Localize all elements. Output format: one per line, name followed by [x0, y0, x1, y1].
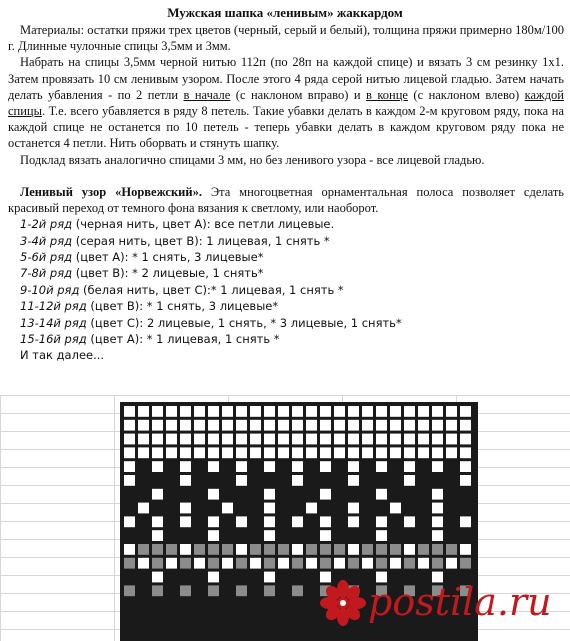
instructions-text: (с наклоном вправо) и	[230, 87, 366, 102]
chart-cell-white	[152, 572, 163, 583]
chart-cell-white	[348, 475, 359, 486]
chart-cell-white	[432, 461, 443, 472]
chart-cell-white	[348, 461, 359, 472]
chart-cell-white	[390, 406, 401, 417]
chart-cell-white	[180, 406, 191, 417]
chart-cell-white	[348, 544, 359, 555]
chart-cell-white	[166, 434, 177, 445]
chart-cell-white	[208, 420, 219, 431]
chart-cell-white	[292, 475, 303, 486]
chart-cell-white	[152, 420, 163, 431]
chart-cell-white	[138, 406, 149, 417]
chart-cell-white	[194, 447, 205, 458]
chart-cell-white	[460, 516, 471, 527]
underlined-at-start: в начале	[183, 87, 231, 102]
chart-cell-white	[138, 447, 149, 458]
chart-cell-white	[166, 406, 177, 417]
chart-cell-white	[138, 503, 149, 514]
chart-cell-white	[236, 544, 247, 555]
chart-cell-white	[418, 558, 429, 569]
chart-cell-white	[278, 447, 289, 458]
chart-cell-white	[222, 406, 233, 417]
chart-cell-white	[362, 558, 373, 569]
chart-cell-white	[432, 530, 443, 541]
chart-cell-white	[306, 447, 317, 458]
chart-cell-white	[292, 406, 303, 417]
underlined-at-end: в конце	[366, 87, 408, 102]
chart-cell-white	[376, 461, 387, 472]
chart-cell-white	[194, 434, 205, 445]
section-intro-text: Эта многоцветная орнаментальная полоса позволяет сделать красивый переход от темного фона вязания к светлому, или наоборот.	[8, 184, 564, 216]
chart-cell-white	[264, 489, 275, 500]
chart-cell-white	[236, 475, 247, 486]
instructions-text: . Т.е. всего убавляется в ряду 8 петель. Такие убавки делать в каждом 2-м круговом ряду, пока на каждой спице не останется по 10 петель - теперь убавки делать в каждом круговом ряду пока не останется 4 петли. Нить оборвать и стянуть шапку.	[8, 104, 564, 151]
chart-cell-white	[180, 516, 191, 527]
chart-cell-white	[208, 516, 219, 527]
chart-cell-white	[320, 420, 331, 431]
pattern-row	[20, 282, 564, 298]
row-text: (черная нить, цвет А): все петли лицевые.	[72, 217, 335, 232]
chart-cell-white	[264, 572, 275, 583]
section-title: Ленивый узор «Норвежский».	[20, 184, 202, 199]
chart-cell-white	[404, 447, 415, 458]
chart-cell-white	[348, 420, 359, 431]
chart-cell-white	[278, 406, 289, 417]
chart-cell-white	[376, 489, 387, 500]
chart-cell-white	[292, 434, 303, 445]
chart-cell-white	[264, 420, 275, 431]
chart-cell-white	[292, 461, 303, 472]
chart-cell-white	[460, 544, 471, 555]
chart-cell-white	[348, 503, 359, 514]
chart-cell-gray	[180, 585, 191, 596]
pattern-row	[20, 347, 564, 363]
chart-cell-white	[292, 420, 303, 431]
chart-cell-gray	[432, 558, 443, 569]
chart-cell-gray	[208, 544, 219, 555]
chart-cell-white	[264, 461, 275, 472]
row-text: (цвет А): * 1 лицевая, 1 снять *	[86, 332, 280, 347]
chart-cell-white	[124, 461, 135, 472]
row-number: 11-12й ряд	[20, 299, 87, 314]
row-number: 5-6й ряд	[20, 250, 73, 265]
chart-cell-white	[124, 406, 135, 417]
chart-cell-white	[306, 503, 317, 514]
watermark-text: postila.ru	[368, 580, 552, 624]
chart-cell-gray	[138, 544, 149, 555]
chart-cell-white	[264, 503, 275, 514]
chart-cell-white	[432, 503, 443, 514]
instructions-text: Набрать на спицы 3,5мм черной нитью 112п (по 28п на каждой спице) и вязать 3 см резинку 1х1. Затем провязать 10 см ленивым узором. После этого 4 ряда серой нитью лицевой гладью. Затем начать делать убавления - по 2 петли	[8, 55, 564, 102]
chart-cell-gray	[236, 585, 247, 596]
row-text: (серая нить, цвет В): 1 лицевая, 1 снять *	[72, 233, 330, 248]
chart-cell-white	[124, 420, 135, 431]
chart-cell-white	[124, 447, 135, 458]
pattern-row	[20, 249, 564, 265]
chart-cell-white	[264, 530, 275, 541]
chart-cell-white	[320, 447, 331, 458]
chart-cell-white	[362, 420, 373, 431]
chart-cell-white	[362, 447, 373, 458]
chart-cell-white	[194, 420, 205, 431]
chart-cell-white	[180, 447, 191, 458]
spacer	[8, 168, 564, 184]
chart-cell-white	[208, 572, 219, 583]
chart-cell-white	[152, 530, 163, 541]
pattern-row	[20, 315, 564, 331]
pattern-row	[20, 216, 564, 232]
chart-cell-gray	[320, 544, 331, 555]
chart-cell-white	[446, 447, 457, 458]
chart-cell-white	[348, 434, 359, 445]
chart-cell-white	[376, 406, 387, 417]
pattern-row	[20, 298, 564, 314]
pattern-row	[20, 265, 564, 281]
chart-cell-white	[348, 516, 359, 527]
chart-cell-white	[334, 558, 345, 569]
chart-cell-white	[180, 434, 191, 445]
chart-cell-white	[124, 475, 135, 486]
chart-cell-gray	[264, 585, 275, 596]
chart-cell-white	[446, 558, 457, 569]
chart-cell-white	[376, 516, 387, 527]
chart-cell-white	[236, 434, 247, 445]
chart-cell-white	[362, 434, 373, 445]
row-text: (цвет В): * 2 лицевые, 1 снять*	[72, 266, 264, 281]
chart-cell-white	[180, 461, 191, 472]
chart-cell-white	[180, 503, 191, 514]
chart-cell-white	[124, 516, 135, 527]
chart-cell-gray	[194, 544, 205, 555]
chart-cell-gray	[208, 585, 219, 596]
chart-cell-white	[306, 420, 317, 431]
chart-cell-white	[334, 406, 345, 417]
chart-cell-white	[334, 447, 345, 458]
chart-cell-gray	[306, 544, 317, 555]
chart-cell-gray	[124, 585, 135, 596]
chart-cell-white	[460, 420, 471, 431]
chart-cell-white	[404, 461, 415, 472]
chart-cell-white	[404, 406, 415, 417]
chart-cell-white	[320, 516, 331, 527]
chart-cell-white	[264, 447, 275, 458]
pattern-intro	[8, 184, 564, 216]
chart-cell-gray	[264, 544, 275, 555]
chart-cell-white	[278, 558, 289, 569]
row-number: 7-8й ряд	[20, 266, 73, 281]
chart-cell-white	[390, 503, 401, 514]
chart-cell-gray	[152, 585, 163, 596]
chart-cell-white	[138, 434, 149, 445]
chart-cell-gray	[124, 558, 135, 569]
chart-cell-white	[152, 516, 163, 527]
chart-cell-white	[152, 406, 163, 417]
row-number: 13-14й ряд	[20, 315, 87, 330]
chart-cell-white	[446, 434, 457, 445]
chart-cell-white	[138, 558, 149, 569]
chart-cell-white	[320, 489, 331, 500]
chart-cell-gray	[222, 544, 233, 555]
chart-cell-white	[362, 406, 373, 417]
row-number: 9-10й ряд	[20, 282, 80, 297]
chart-cell-white	[222, 420, 233, 431]
chart-cell-white	[236, 447, 247, 458]
row-text: (белая нить, цвет С):* 1 лицевая, 1 снять *	[79, 282, 344, 297]
chart-cell-white	[460, 434, 471, 445]
chart-cell-white	[432, 516, 443, 527]
chart-cell-white	[222, 434, 233, 445]
chart-cell-white	[306, 434, 317, 445]
chart-cell-white	[208, 447, 219, 458]
chart-cell-white	[348, 447, 359, 458]
chart-cell-white	[376, 530, 387, 541]
chart-cell-white	[404, 544, 415, 555]
lining-paragraph: Подклад вязать аналогично спицами 3 мм, но без ленивого узора - все лицевой гладью.	[20, 152, 485, 167]
chart-cell-white	[264, 406, 275, 417]
chart-cell-white	[264, 434, 275, 445]
flower-logo-icon	[320, 580, 366, 626]
chart-cell-white	[124, 434, 135, 445]
chart-cell-white	[250, 447, 261, 458]
chart-cell-gray	[278, 544, 289, 555]
row-text: (цвет А): * 1 снять, 3 лицевые*	[72, 250, 264, 265]
underlined-each-needle: каждой спицы	[8, 87, 564, 119]
chart-cell-white	[446, 406, 457, 417]
chart-cell-white	[432, 420, 443, 431]
chart-cell-gray	[460, 558, 471, 569]
chart-cell-white	[222, 558, 233, 569]
chart-cell-white	[166, 558, 177, 569]
outro-text: И так далее...	[20, 348, 105, 363]
chart-cell-gray	[264, 558, 275, 569]
chart-cell-gray	[390, 544, 401, 555]
chart-cell-white	[320, 406, 331, 417]
chart-cell-white	[334, 434, 345, 445]
row-number: 15-16й ряд	[20, 332, 87, 347]
chart-cell-white	[208, 530, 219, 541]
chart-cell-white	[390, 558, 401, 569]
chart-cell-gray	[236, 558, 247, 569]
chart-cell-gray	[404, 558, 415, 569]
chart-cell-white	[194, 558, 205, 569]
chart-cell-gray	[292, 585, 303, 596]
chart-cell-white	[222, 447, 233, 458]
chart-cell-white	[418, 420, 429, 431]
chart-cell-white	[208, 461, 219, 472]
chart-cell-white	[278, 434, 289, 445]
chart-cell-white	[278, 420, 289, 431]
chart-cell-gray	[152, 558, 163, 569]
chart-cell-white	[236, 420, 247, 431]
watermark	[320, 578, 570, 628]
chart-cell-white	[166, 420, 177, 431]
chart-cell-gray	[446, 544, 457, 555]
chart-cell-white	[404, 516, 415, 527]
chart-cell-gray	[334, 544, 345, 555]
chart-cell-gray	[166, 544, 177, 555]
chart-cell-white	[264, 516, 275, 527]
chart-cell-gray	[362, 544, 373, 555]
chart-cell-white	[432, 489, 443, 500]
chart-cell-white	[250, 434, 261, 445]
chart-cell-white	[250, 420, 261, 431]
chart-cell-gray	[250, 544, 261, 555]
chart-cell-white	[418, 434, 429, 445]
row-text: (цвет В): * 1 снять, 3 лицевые*	[86, 299, 279, 314]
row-number: 1-2й ряд	[20, 217, 73, 232]
pattern-row	[20, 331, 564, 347]
chart-cell-white	[250, 406, 261, 417]
chart-cell-white	[390, 447, 401, 458]
row-list	[8, 216, 564, 364]
chart-cell-gray	[376, 544, 387, 555]
chart-cell-white	[166, 447, 177, 458]
chart-cell-white	[320, 461, 331, 472]
chart-cell-gray	[320, 558, 331, 569]
chart-cell-white	[208, 489, 219, 500]
chart-cell-gray	[432, 544, 443, 555]
chart-cell-white	[236, 516, 247, 527]
chart-cell-gray	[418, 544, 429, 555]
chart-cell-white	[390, 420, 401, 431]
chart-cell-white	[152, 447, 163, 458]
chart-cell-white	[348, 406, 359, 417]
chart-cell-white	[292, 516, 303, 527]
chart-cell-white	[138, 420, 149, 431]
chart-cell-white	[418, 406, 429, 417]
chart-cell-white	[180, 544, 191, 555]
chart-cell-white	[208, 406, 219, 417]
chart-cell-white	[152, 434, 163, 445]
chart-cell-gray	[208, 558, 219, 569]
document-body	[8, 22, 564, 364]
chart-cell-white	[418, 447, 429, 458]
chart-cell-white	[124, 544, 135, 555]
chart-cell-gray	[348, 558, 359, 569]
chart-cell-white	[432, 434, 443, 445]
chart-cell-white	[460, 461, 471, 472]
chart-cell-gray	[376, 558, 387, 569]
chart-cell-white	[180, 475, 191, 486]
chart-cell-white	[376, 434, 387, 445]
row-text: (цвет С): 2 лицевые, 1 снять, * 3 лицевые, 1 снять*	[86, 315, 402, 330]
chart-cell-white	[152, 489, 163, 500]
chart-cell-white	[180, 420, 191, 431]
instructions-text: (с наклоном влево)	[407, 87, 525, 102]
chart-cell-white	[446, 420, 457, 431]
chart-cell-white	[306, 558, 317, 569]
chart-cell-white	[460, 475, 471, 486]
chart-cell-gray	[180, 558, 191, 569]
chart-cell-white	[152, 461, 163, 472]
chart-cell-white	[432, 447, 443, 458]
row-number: 3-4й ряд	[20, 233, 73, 248]
chart-cell-white	[460, 406, 471, 417]
chart-cell-white	[236, 406, 247, 417]
chart-cell-white	[404, 420, 415, 431]
chart-cell-white	[194, 406, 205, 417]
chart-cell-white	[222, 503, 233, 514]
page-title: Мужская шапка «ленивым» жаккардом	[167, 5, 403, 20]
pattern-row	[20, 233, 564, 249]
chart-cell-white	[404, 475, 415, 486]
chart-cell-white	[320, 530, 331, 541]
chart-cell-white	[376, 447, 387, 458]
chart-cell-white	[292, 544, 303, 555]
chart-cell-white	[320, 434, 331, 445]
materials-paragraph: Материалы: остатки пряжи трех цветов (черный, серый и белый), толщина пряжи примерно 180м/100 г. Длинные чулочные спицы 3,5мм и 3мм.	[8, 23, 564, 54]
chart-cell-white	[432, 406, 443, 417]
chart-cell-white	[292, 447, 303, 458]
chart-cell-gray	[152, 544, 163, 555]
chart-cell-white	[236, 461, 247, 472]
chart-cell-white	[208, 434, 219, 445]
chart-cell-white	[334, 420, 345, 431]
chart-cell-white	[376, 420, 387, 431]
chart-cell-white	[306, 406, 317, 417]
chart-cell-white	[390, 434, 401, 445]
instructions-paragraph	[8, 54, 564, 151]
chart-cell-white	[404, 434, 415, 445]
chart-cell-white	[250, 558, 261, 569]
chart-cell-white	[460, 447, 471, 458]
chart-cell-gray	[292, 558, 303, 569]
